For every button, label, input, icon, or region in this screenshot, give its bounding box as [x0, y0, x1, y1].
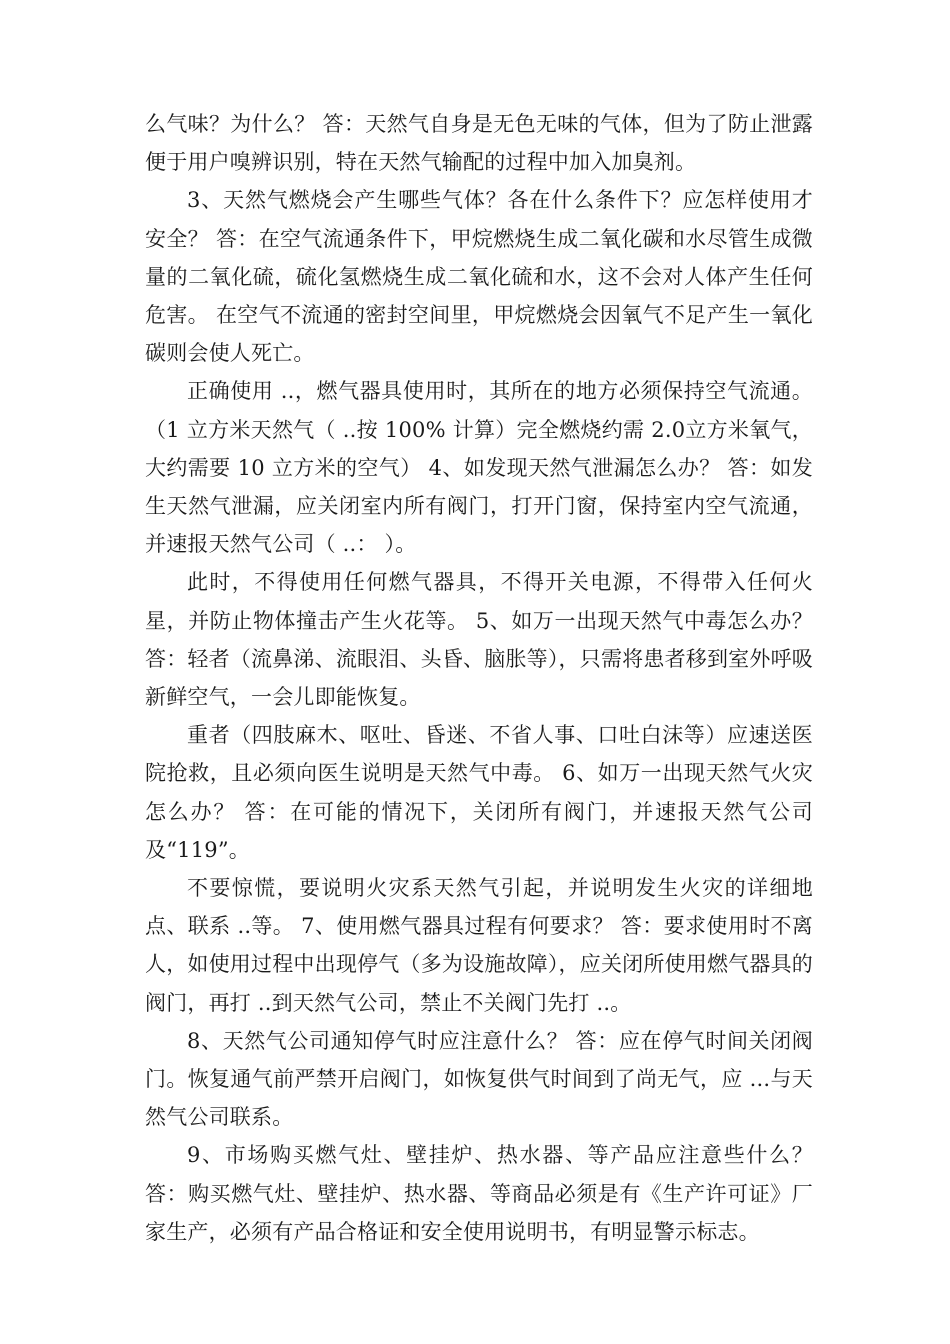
- paragraph-continuation: 么气味？为什么？ 答：天然气自身是无色无味的气体，但为了防止泄露便于用户嗅辨识别，特在天然气输配的过程中加入加臭剂。: [145, 112, 813, 175]
- paragraph-leak-precautions: 此时，不得使用任何燃气器具，不得开关电源，不得带入任何火星，并防止物体撞击产生火花等。 5、如万一出现天然气中毒怎么办？ 答：轻者（流鼻涕、流眼泪、头昏、脑胀等），只需将患者移到室外呼吸新鲜空气，一会儿即能恢复。: [145, 570, 813, 710]
- paragraph-fire-response: 不要惊慌，要说明火灾系天然气引起，并说明发生火灾的详细地点、联系 ..等。 7、使用燃气器具过程有何要求？ 答：要求使用时不离人，如使用过程中出现停气（多为设施故障），应关闭所使用燃气器具的阀门，再打 ..到天然气公司，禁止不关阀门先打 ..。: [145, 876, 813, 1015]
- paragraph-q9: 9、市场购买燃气灶、壁挂炉、热水器、等产品应注意些什么？ 答：购买燃气灶、壁挂炉、热水器、等商品必须是有《生产许可证》厂家生产，必须有产品合格证和安全使用说明书，有明显警示标志。: [145, 1143, 813, 1244]
- paragraph-q3: 3、天然气燃烧会产生哪些气体？各在什么条件下？应怎样使用才安全？ 答：在空气流通条件下，甲烷燃烧生成二氧化碳和水尽管生成微量的二氧化硫，硫化氢燃烧生成二氧化硫和水，这不会对人体产生任何危害。 在空气不流通的密封空间里，甲烷燃烧会因氧气不足产生一氧化碳则会使人死亡。: [145, 188, 813, 366]
- paragraph-correct-use: 正确使用 ..，燃气器具使用时，其所在的地方必须保持空气流通。（1 立方米天然气（ ..按 100% 计算）完全燃烧约需 2.0立方米氧气，大约需要 10 立方米的空气） 4、如发现天然气泄漏怎么办？ 答：如发生天然气泄漏，应关闭室内所有阀门，打开门窗，保持室内空气流通，并速报天然气公司（ ..： ）。: [145, 379, 813, 557]
- paragraph-severe-poisoning: 重者（四肢麻木、呕吐、昏迷、不省人事、口吐白沫等）应速送医院抢救，且必须向医生说明是天然气中毒。 6、如万一出现天然气火灾怎么办？ 答：在可能的情况下，关闭所有阀门，并速报天然气公司及“119”。: [145, 723, 813, 862]
- paragraph-q8: 8、天然气公司通知停气时应注意什么？ 答：应在停气时间关闭阀门。恢复通气前严禁开启阀门，如恢复供气时间到了尚无气，应 ...与天然气公司联系。: [145, 1028, 813, 1130]
- document-body: [145, 105, 813, 1251]
